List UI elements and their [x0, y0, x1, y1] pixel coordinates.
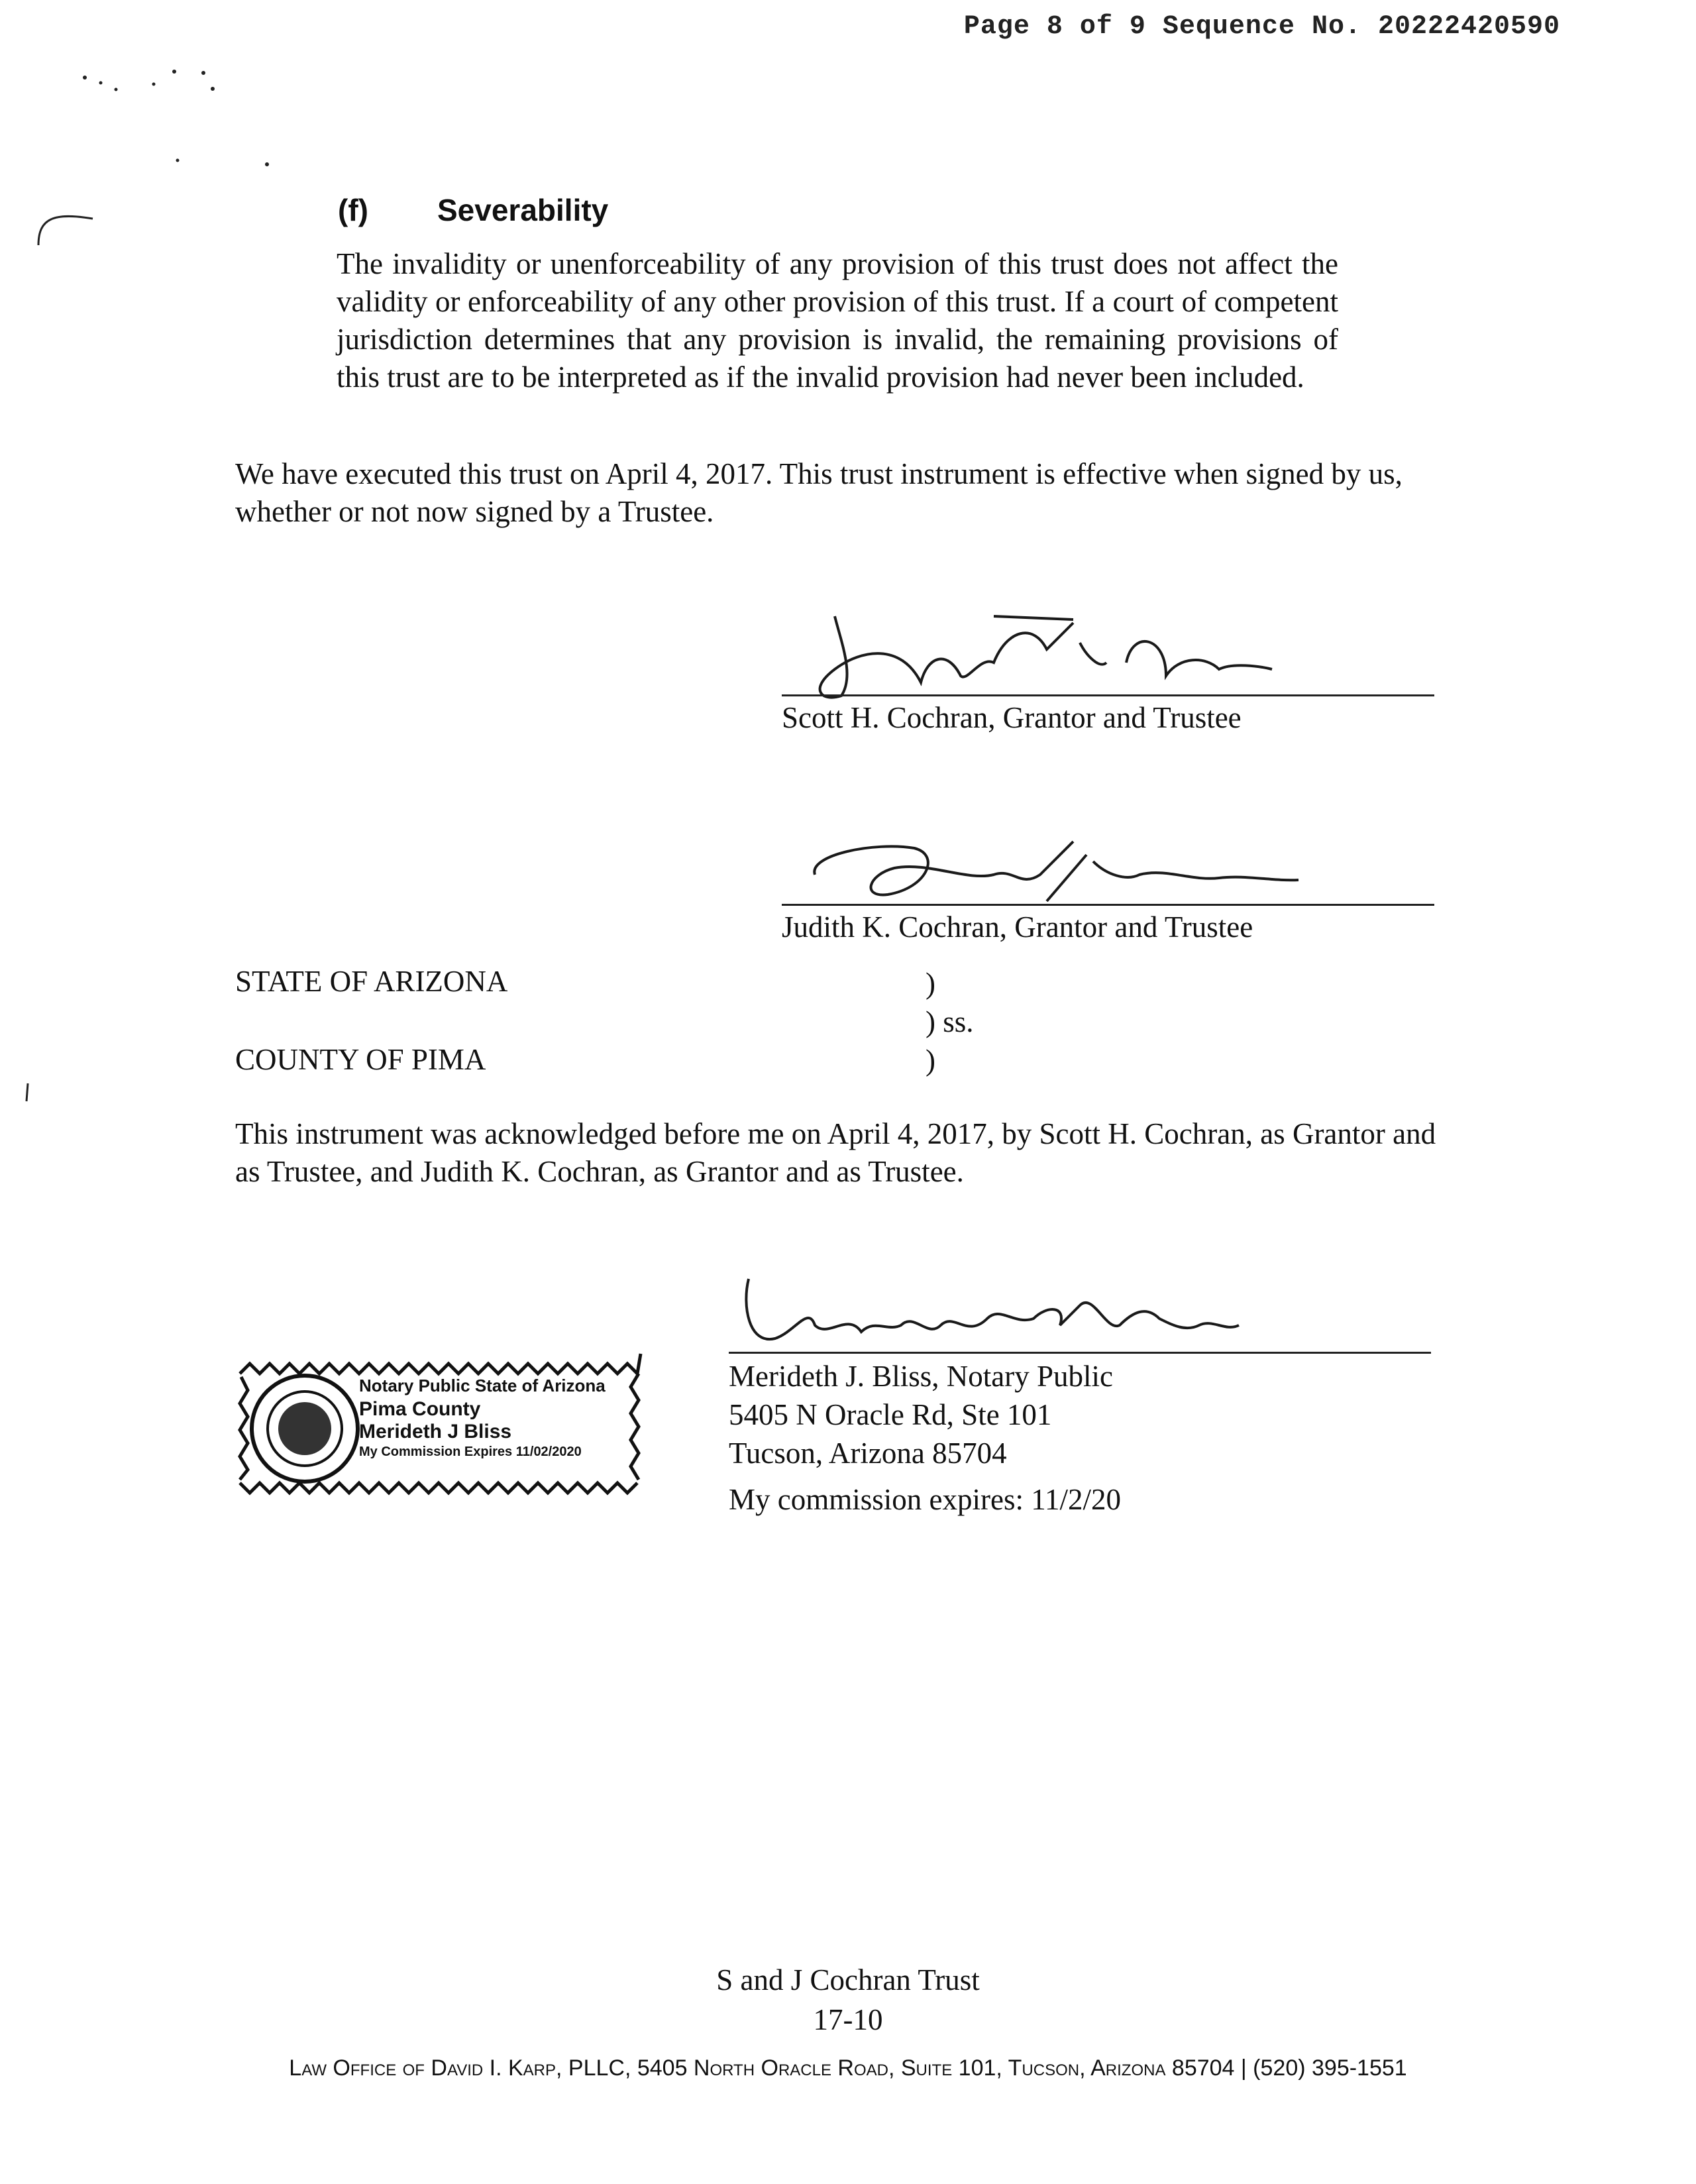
venue-paren-ss: ) ss. [926, 1005, 974, 1038]
footer-document-number: 17-10 [813, 2003, 883, 2036]
acknowledgment-paragraph: This instrument was acknowledged before me on April 4, 2017, by Scott H. Cochran, as Grantor and as Trustee, and Judith K. Cochran, as Grantor and as Trustee. [235, 1117, 1436, 1188]
signature-line-1 [782, 694, 1434, 696]
notary-address-1: 5405 N Oracle Rd, Ste 101 [729, 1398, 1052, 1431]
signature-judith-cochran [795, 828, 1325, 914]
stamp-line-1: Notary Public State of Arizona [359, 1376, 606, 1395]
venue-paren-bottom: ) [926, 1044, 935, 1077]
page-sequence-header: Page 8 of 9 Sequence No. 20222420590 [963, 12, 1560, 42]
severability-paragraph: The invalidity or unenforceability of any provision of this trust does not affect the validity or enforceability of any other provision of this trust. If a court of competent jurisdiction determines that any provision is invalid, the remaining provisions of this trust are to be interpreted as if the invalid provision had never been included. [337, 247, 1338, 394]
signer-name-1: Scott H. Cochran, Grantor and Trustee [782, 701, 1242, 734]
stamp-line-4: My Commission Expires 11/02/2020 [359, 1445, 582, 1459]
venue-paren-top: ) [926, 967, 935, 1000]
signer-name-2: Judith K. Cochran, Grantor and Trustee [782, 910, 1253, 944]
footer-law-office: Law Office of David I. Karp, PLLC, 5405 North Oracle Road, Suite 101, Tucson, Arizona 85704 | (520) 395-1551 [289, 2055, 1407, 2081]
signature-scott-cochran [795, 603, 1298, 702]
notary-signature-line [729, 1352, 1431, 1354]
stamp-line-2: Pima County [359, 1398, 481, 1420]
signature-merideth-bliss [735, 1266, 1265, 1358]
venue-county: COUNTY OF PIMA [235, 1043, 486, 1076]
footer-trust-name: S and J Cochran Trust [716, 1963, 980, 1996]
section-title: Severability [437, 193, 609, 227]
execution-paragraph: We have executed this trust on April 4, 2017. This trust instrument is effective when signed by us, whether or not now signed by a Trustee. [235, 457, 1403, 528]
notary-address-2: Tucson, Arizona 85704 [729, 1437, 1007, 1470]
venue-state: STATE OF ARIZONA [235, 965, 508, 998]
notary-commission-expires: My commission expires: 11/2/20 [729, 1483, 1122, 1516]
signature-line-2 [782, 904, 1434, 906]
stamp-line-3: Merideth J Bliss [359, 1421, 512, 1443]
notary-name: Merideth J. Bliss, Notary Public [729, 1360, 1113, 1393]
section-letter: (f) [338, 193, 368, 227]
notary-stamp [233, 1344, 649, 1496]
